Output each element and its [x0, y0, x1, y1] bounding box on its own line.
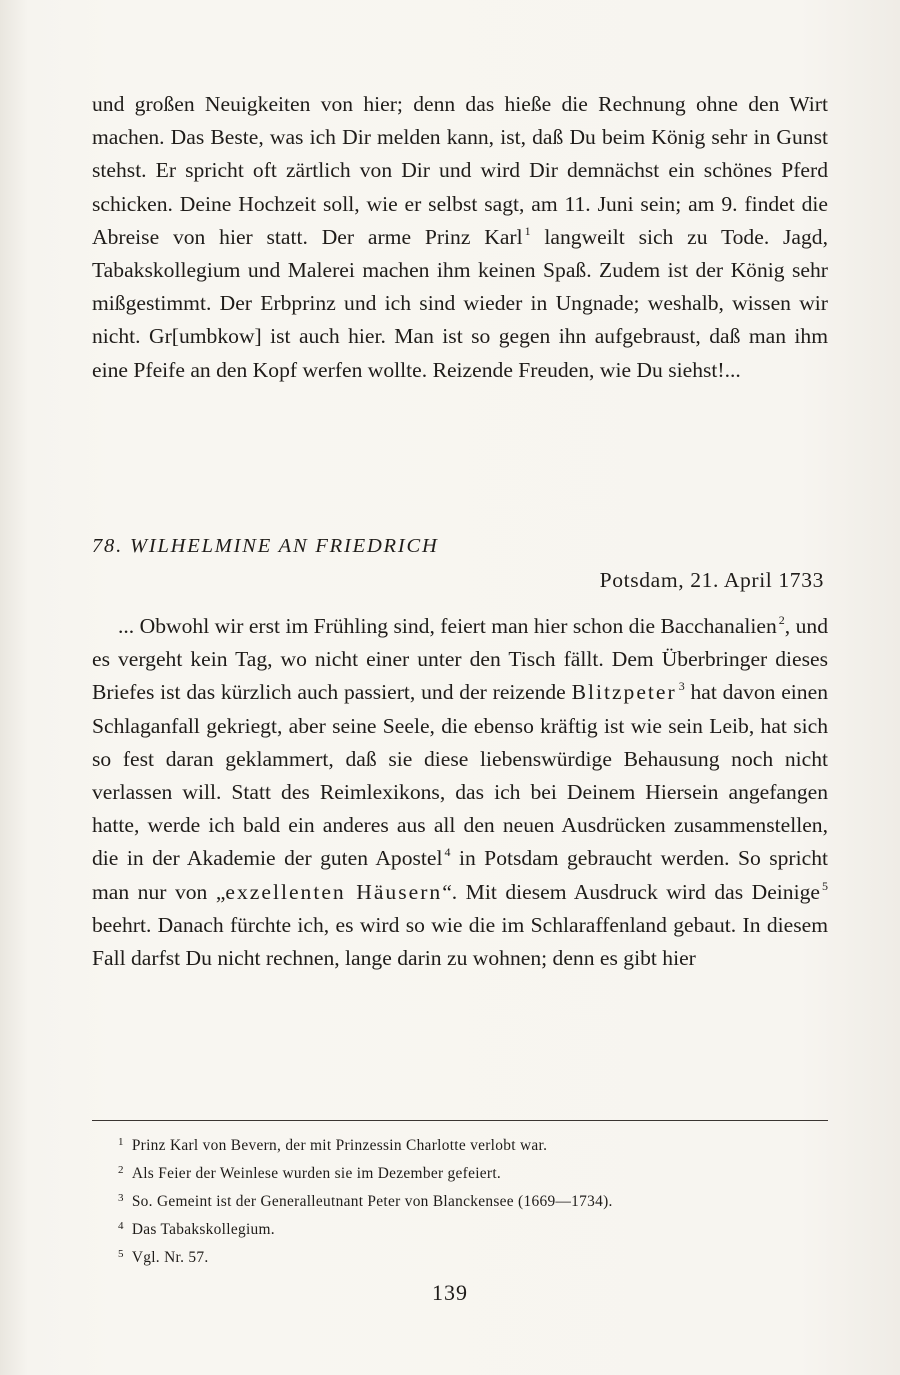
paragraph-text: , und es vergeht kein Tag, wo nicht einer unter den Tisch fällt. Dem Überbringer dieses Briefes ist das kürzlich auch passiert, und der reizende — [92, 614, 829, 705]
paragraph-text: “. Mit diesem Ausdruck wird das Deinige — [442, 879, 820, 904]
paragraph-text: hat davon einen Schlaganfall gekriegt, aber seine Seele, die ebenso kräftig ist wie sein Leib, hat sich so fest daran geklammert, daß sie diese liebenswürdige Behausung noch nicht verlassen will. Statt des Reimlexikons, das ich bei Deinem Hiersein angefangen hatte, werde ich bald ein anderes aus all den neuen Ausdrücken zusammenstellen, die in der Akademie der guten Apostel — [92, 680, 828, 871]
footnote-number: 5 — [118, 1248, 124, 1260]
paragraph-text: beehrt. Danach fürchte ich, es wird so wie die im Schlaraffenland gebaut. In diesem Fall darfst Du nicht rechnen, lange darin zu wohnen; denn es gibt hier — [92, 912, 828, 971]
letter-heading: 78. WILHELMINE AN FRIEDRICH — [92, 535, 439, 557]
page-number: 139 — [432, 1280, 468, 1305]
footnote-ref-5[interactable]: 5 — [822, 878, 828, 893]
paragraph-text: langweilt sich zu Tode. Jagd, Tabakskollegium und Malerei machen ihm keinen Spaß. Zudem ist der König sehr mißgestimmt. Der Erbprinz und ich sind wieder in Ungnade; weshalb, wissen wir nicht. Gr[umbkow] ist auch hier. Man ist so gegen ihn aufgebraust, daß man ihm eine Pfeife an den Kopf werfen wollte. Reizende Freuden, wie Du siehst!... — [92, 224, 828, 382]
footnotes — [118, 1130, 848, 1270]
footnote — [118, 1130, 848, 1158]
footnote-text: Prinz Karl von Bevern, der mit Prinzessin Charlotte verlobt war. — [131, 1137, 548, 1154]
footnote-number: 1 — [118, 1136, 124, 1148]
footnote-number: 2 — [118, 1164, 124, 1176]
paragraph-text: ... Obwohl wir erst im Frühling sind, feiert man hier schon die Bacchanalien — [118, 614, 777, 638]
dateline: Potsdam, 21. April 1733 — [599, 568, 824, 592]
footnote-divider — [92, 1120, 828, 1121]
emphasized-term: Blitzpeter — [571, 680, 677, 705]
body-paragraph-1 — [92, 88, 828, 387]
footnote-text: So. Gemeint ist der Generalleutnant Peter von Blanckensee (1669—1734). — [131, 1193, 613, 1210]
body-paragraph-2 — [92, 610, 828, 975]
paragraph-text: in Potsdam gebraucht werden. So spricht man nur von „ — [92, 846, 829, 904]
paragraph-text: und großen Neuigkeiten von hier; denn das hieße die Rechnung ohne den Wirt machen. Das Beste, was ich Dir melden kann, ist, daß Du beim König sehr in Gunst stehst. Er spricht oft zärtlich von Dir und wird Dir demnächst ein schönes Pferd schicken. Deine Hochzeit soll, wie er selbst sagt, am 11. Juni sein; am 9. findet die Abreise von hier statt. Der arme Prinz Karl — [92, 92, 828, 249]
footnote-text: Das Tabakskollegium. — [131, 1221, 275, 1238]
footnote-ref-3[interactable]: 3 — [678, 679, 685, 694]
footnote-ref-2[interactable]: 2 — [778, 613, 785, 627]
footnote — [118, 1186, 848, 1214]
footnote — [118, 1242, 848, 1270]
emphasized-term: exzellenten Häusern — [225, 879, 443, 904]
footnote-text: Vgl. Nr. 57. — [131, 1249, 209, 1266]
footnote-ref-4[interactable]: 4 — [444, 845, 451, 860]
footnote-text: Als Feier der Weinlese wurden sie im Dezember gefeiert. — [131, 1165, 502, 1182]
footnote-number: 3 — [118, 1192, 124, 1204]
footnote-number: 4 — [118, 1220, 124, 1232]
footnote — [118, 1158, 848, 1186]
footnote — [118, 1214, 848, 1242]
footnote-ref-1[interactable]: 1 — [524, 223, 531, 238]
